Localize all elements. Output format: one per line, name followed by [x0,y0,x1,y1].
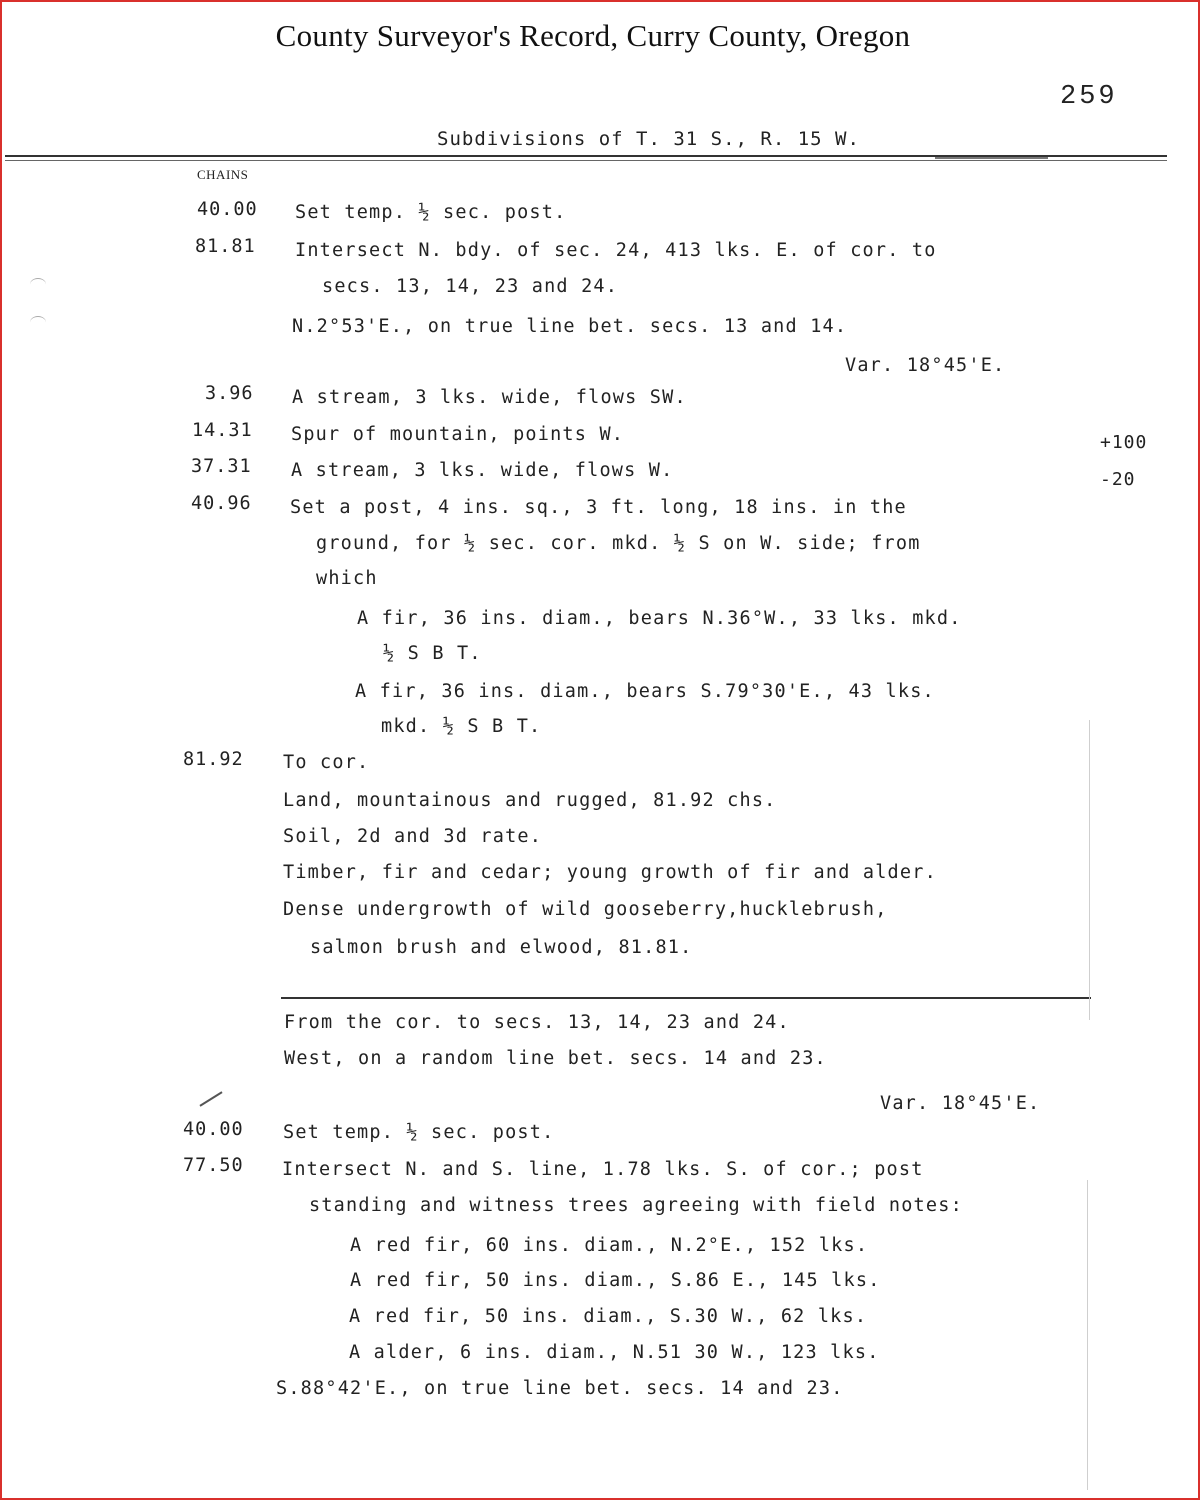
note-line: Timber, fir and cedar; young growth of fir and alder. [283,862,937,883]
section-divider [281,997,1091,999]
scan-line [1089,720,1090,1020]
entry-line: A stream, 3 lks. wide, flows SW. [292,387,687,408]
bearing-line: N.2°53'E., on true line bet. secs. 13 and 14. [292,316,848,337]
header-rule-secondary [5,160,1167,161]
witness-tree-line: mkd. ½ S B T. [381,716,542,737]
entry-line: To cor. [283,752,370,773]
witness-tree-line: A fir, 36 ins. diam., bears N.36°W., 33 lks. mkd. [357,608,962,629]
page-header-title: County Surveyor's Record, Curry County, Oregon [275,18,911,53]
note-line: Soil, 2d and 3d rate. [283,826,543,847]
margin-elevation-note: +100 [1100,432,1148,453]
chain-value: 3.96 [205,383,254,404]
witness-tree-line: A fir, 36 ins. diam., bears S.79°30'E., 43 lks. [355,681,935,702]
entry-line: ground, for ½ sec. cor. mkd. ½ S on W. side; from [316,533,921,554]
chain-value: 37.31 [191,456,252,477]
margin-elevation-note: -20 [1100,469,1136,490]
entry-line: which [316,568,378,589]
tree-line: A red fir, 50 ins. diam., S.30 W., 62 lks. [349,1306,868,1327]
variation-note: Var. 18°45'E. [880,1093,1041,1114]
entry-line: Set a post, 4 ins. sq., 3 ft. long, 18 ins. in the [290,497,907,518]
entry-line: Spur of mountain, points W. [291,424,625,445]
note-line: salmon brush and elwood, 81.81. [310,937,693,958]
chain-value: 40.00 [183,1119,244,1140]
entry-line: Set temp. ½ sec. post. [283,1122,555,1143]
page-number: 259 [1060,82,1118,112]
entry-line: secs. 13, 14, 23 and 24. [322,276,619,297]
entry-line: Set temp. ½ sec. post. [295,202,567,223]
entry-line: standing and witness trees agreeing with field notes: [309,1195,963,1216]
chain-value: 40.00 [197,199,258,220]
section-subtitle: Subdivisions of T. 31 S., R. 15 W. [437,128,860,150]
entry-line: A stream, 3 lks. wide, flows W. [291,460,674,481]
variation-note: Var. 18°45'E. [845,355,1006,376]
scan-mark [30,278,46,291]
chain-value: 40.96 [191,493,252,514]
intro-line: West, on a random line bet. secs. 14 and 23. [284,1048,827,1069]
scan-line [1087,1180,1088,1490]
chains-column-header: CHAINS [197,167,249,182]
chain-value: 81.81 [195,236,256,257]
entry-line: Intersect N. bdy. of sec. 24, 413 lks. E. of cor. to [295,240,937,261]
note-line: Land, mountainous and rugged, 81.92 chs. [283,790,777,811]
witness-tree-line: ½ S B T. [383,643,482,664]
tree-line: A alder, 6 ins. diam., N.51 30 W., 123 lks. [349,1342,880,1363]
tree-line: A red fir, 50 ins. diam., S.86 E., 145 lks. [350,1270,881,1291]
closing-bearing-line: S.88°42'E., on true line bet. secs. 14 and 23. [276,1378,844,1399]
chain-value: 14.31 [192,420,253,441]
chain-value: 81.92 [183,749,244,770]
note-line: Dense undergrowth of wild gooseberry,hucklebrush, [283,899,888,920]
scan-mark [30,316,46,329]
chain-value: 77.50 [183,1155,244,1176]
intro-line: From the cor. to secs. 13, 14, 23 and 24. [284,1012,790,1033]
tree-line: A red fir, 60 ins. diam., N.2°E., 152 lks. [350,1235,869,1256]
header-rule-fragment [935,157,1048,159]
entry-line: Intersect N. and S. line, 1.78 lks. S. of cor.; post [282,1159,924,1180]
